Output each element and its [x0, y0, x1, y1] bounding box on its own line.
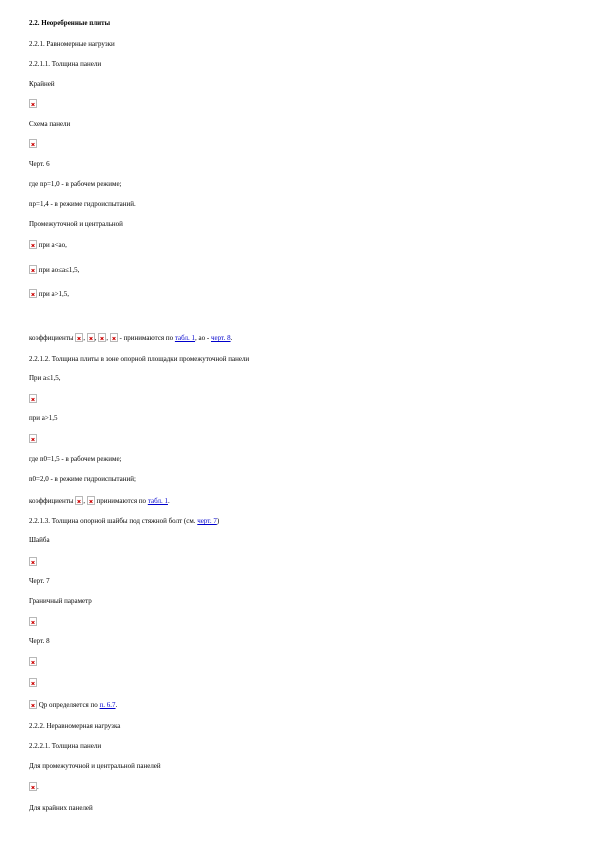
- boundary-parameter-label: Граничный параметр: [29, 597, 92, 605]
- link-clause-6-7[interactable]: п. 6.7: [99, 701, 116, 709]
- row-formula-mid: [29, 782, 39, 792]
- qp-row: [29, 700, 117, 710]
- link-figure-8[interactable]: черт. 8: [211, 334, 231, 342]
- s113-end: ): [216, 517, 220, 525]
- for-edge-panels-label: Для крайних панелей: [29, 804, 93, 812]
- broken-image-icon: [29, 657, 37, 666]
- row-figure-6: [29, 139, 37, 149]
- subsection-2-2-1-3: [29, 517, 219, 526]
- condition-row-1: [29, 240, 67, 250]
- link-figure-7[interactable]: черт. 7: [197, 517, 217, 525]
- coef2-lead: коэффициенты: [29, 497, 76, 505]
- figure-6-caption: Черт. 6: [29, 160, 50, 168]
- coef1-end: .: [230, 334, 233, 342]
- subsection-2-2-1-1: 2.2.1.1. Толщина панели: [29, 60, 102, 68]
- figure-8-caption: Черт. 8: [29, 637, 50, 645]
- panel-scheme-label: Схема панели: [29, 120, 71, 128]
- coef1-sep: ,: [83, 334, 87, 342]
- row-formula-b: [29, 678, 37, 688]
- broken-image-icon: [98, 333, 106, 342]
- broken-image-icon: [75, 333, 83, 342]
- coef2-text: принимаются по: [94, 497, 148, 505]
- row-formula-a: [29, 657, 37, 667]
- subsection-2-2-1-2: 2.2.1.2. Толщина плиты в зоне опорной площадки промежуточной панели: [29, 355, 250, 363]
- broken-image-icon: [29, 700, 37, 709]
- broken-image-icon: [29, 289, 37, 298]
- s113-text: 2.2.1.3. Толщина опорной шайбы под стяжной болт (см.: [29, 517, 198, 525]
- qp-end: .: [115, 701, 118, 709]
- condition-a-le: При a≤1,5,: [29, 374, 61, 382]
- row-formula-edge: [29, 99, 37, 109]
- condition-a-gt: при a>1,5: [29, 414, 58, 422]
- np-test-mode: np=1,4 - в режиме гидроиспытаний.: [29, 200, 136, 208]
- broken-image-icon: [29, 434, 37, 443]
- coefficients-row-2: [29, 496, 170, 506]
- coef1-sep: ,: [106, 334, 110, 342]
- figure-7-caption: Черт. 7: [29, 577, 50, 585]
- broken-image-icon: [29, 394, 37, 403]
- broken-image-icon: [87, 496, 95, 505]
- broken-image-icon: [29, 557, 37, 566]
- intermediate-central-label: Промежуточной и центральной: [29, 220, 123, 228]
- broken-image-icon: [29, 678, 37, 687]
- n0-working-mode: где n0=1,5 - в рабочем режиме;: [29, 455, 122, 463]
- for-intermediate-central-label: Для промежуточной и центральной панелей: [29, 762, 161, 770]
- subsection-2-2-1: 2.2.1. Равномерные нагрузки: [29, 40, 115, 48]
- section-heading-2-2: 2.2. Неоребренные плиты: [29, 19, 111, 27]
- broken-image-icon: [29, 139, 37, 148]
- row-formula-a-gt: [29, 434, 37, 444]
- link-table-1[interactable]: табл. 1: [147, 497, 168, 505]
- link-table-1[interactable]: табл. 1: [174, 334, 196, 342]
- coef2-end: .: [167, 497, 170, 505]
- qp-text: Qp определяется по: [37, 701, 100, 709]
- row-boundary-formula: [29, 617, 37, 627]
- coef1-text: - принимаются по: [117, 334, 175, 342]
- subsection-2-2-2: 2.2.2. Неравномерная нагрузка: [29, 722, 121, 730]
- coef1-mid: , ao -: [195, 334, 211, 342]
- broken-image-icon: [110, 333, 118, 342]
- broken-image-icon: [87, 333, 95, 342]
- broken-image-icon: [29, 265, 37, 274]
- coef1-lead: коэффициенты: [29, 334, 76, 342]
- edge-panel-label: Крайней: [29, 80, 55, 88]
- broken-image-icon: [75, 496, 83, 505]
- subsection-2-2-2-1: 2.2.2.1. Толщина панели: [29, 742, 102, 750]
- row-washer-formula: [29, 557, 37, 567]
- broken-image-icon: [29, 782, 37, 791]
- condition-row-3: [29, 289, 69, 299]
- condition-2-text: при ao≤a≤1,5,: [37, 266, 80, 274]
- broken-image-icon: [29, 240, 37, 249]
- washer-label: Шайба: [29, 536, 50, 544]
- n0-test-mode: n0=2,0 - в режиме гидроиспытаний;: [29, 475, 136, 483]
- condition-3-text: при a>1,5,: [37, 290, 70, 298]
- coef2-sep: ,: [83, 497, 87, 505]
- coef1-sep: ,: [94, 334, 99, 342]
- broken-image-icon: [29, 617, 37, 626]
- broken-image-icon: [29, 99, 37, 108]
- condition-row-2: [29, 265, 79, 275]
- np-working-mode: где np=1,0 - в рабочем режиме;: [29, 180, 122, 188]
- coefficients-row-1: [29, 333, 232, 343]
- condition-1-text: при a<ao,: [37, 241, 67, 249]
- trailing-dot: .: [37, 783, 39, 791]
- row-formula-a-le: [29, 394, 37, 404]
